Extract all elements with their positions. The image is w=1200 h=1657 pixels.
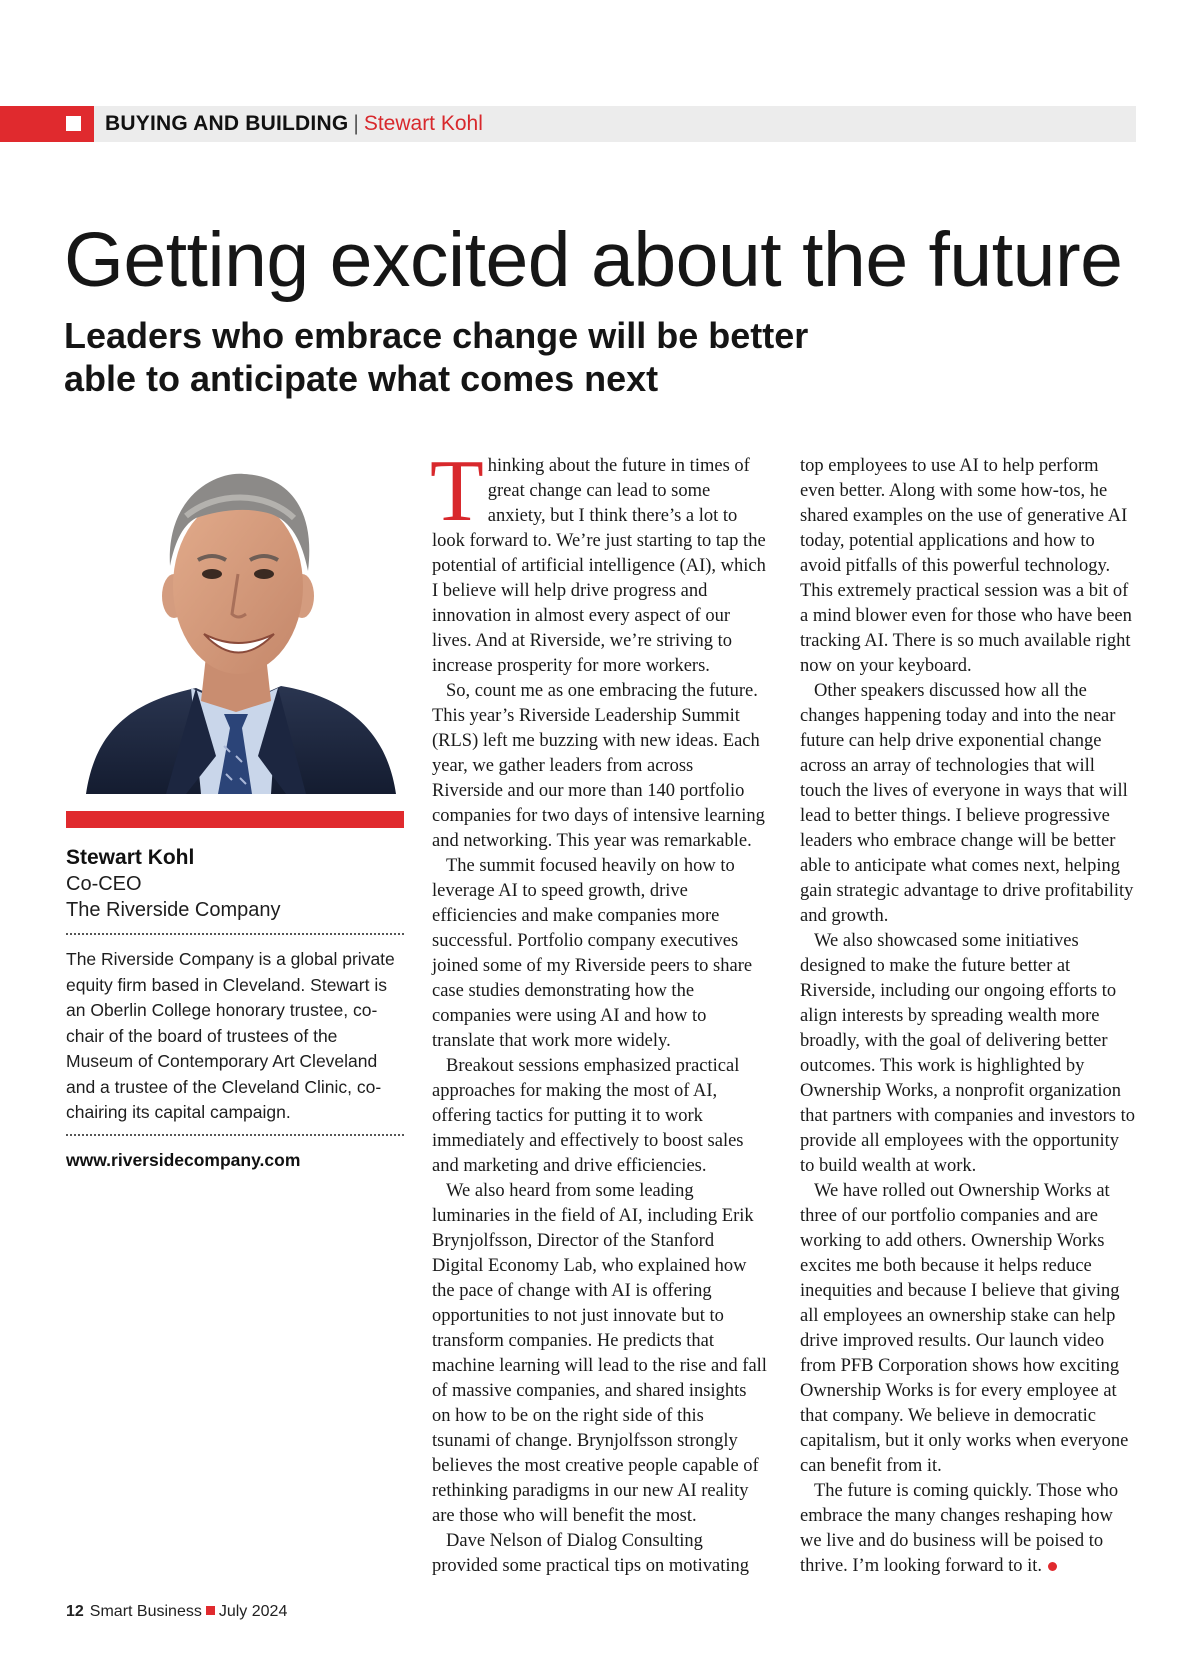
bio-title: Co-CEO [66, 873, 142, 895]
article-paragraph-final: The future is coming quickly. Those who embrace the many changes reshaping how we live and do business will be poised to thrive. I’m looking forward to it. [800, 1481, 1119, 1576]
article-column-2 [800, 454, 1138, 1579]
section-author: Stewart Kohl [363, 112, 483, 135]
section-label: BUYING AND BUILDING [105, 112, 349, 135]
bio-url-link[interactable]: www.riversidecompany.com [66, 1149, 301, 1170]
article-paragraph: So, count me as one embracing the future. This year’s Riverside Leadership Summit (RLS) left me buzzing with new ideas. Each year, we gather leaders from across Riverside and our more than 140 portfolio companies for two days of intensive learning and networking. This year was remarkable. [432, 681, 765, 851]
portrait-accent-bar [66, 811, 404, 828]
article-paragraph: The summit focused heavily on how to leverage AI to speed growth, drive efficiencies and make companies more successful. Portfolio company executives joined some of my Riverside peers to share case studies demonstrating how the companies were using AI and how to translate that work more widely. [432, 856, 753, 1051]
end-mark-icon [1048, 1562, 1057, 1571]
page-number: 12 [66, 1603, 84, 1620]
section-heading [105, 111, 483, 137]
article-paragraph: Dave Nelson of Dialog Consulting provided some practical tips on motivating [432, 1531, 750, 1576]
bio-divider [66, 1134, 404, 1136]
article-column-1 [430, 443, 767, 1579]
section-separator: | [353, 112, 359, 135]
article-paragraph: We have rolled out Ownership Works at three of our portfolio companies and are working to add others. Ownership Works excites me both because it helps reduce inequities and because I believe that giving all employees an ownership stake can help drive improved results. Our launch video from PFB Corporation shows how exciting Ownership Works is for every employee at that company. We believe in democratic capitalism, but it only works when everyone can benefit from it. [800, 1181, 1129, 1476]
page-footer [66, 1601, 287, 1623]
author-portrait [66, 456, 406, 794]
author-bio [66, 845, 406, 1171]
bio-name: Stewart Kohl [66, 846, 195, 869]
publication-name: Smart Business [89, 1603, 202, 1620]
article-paragraph-continued: top employees to use AI to help perform even better. Along with some how-tos, he shared examples on the use of generative AI today, potential applications and how to avoid pitfalls of this powerful technology. This extremely practical session was a bit of a mind blower even for those who have been tracking AI. There is so much available right now on your keyboard. [800, 456, 1132, 676]
drop-cap: T [430, 443, 484, 540]
bio-company: The Riverside Company [66, 899, 281, 921]
subhead: Leaders who embrace change will be better able to anticipate what comes next [64, 315, 809, 399]
bio-description: The Riverside Company is a global private equity firm based in Cleveland. Stewart is an Oberlin College honorary trustee, co-chair of the board of trustees of the Museum of Contemporary Art Cleveland and a trustee of the Cleveland Clinic, co-chairing its capital campaign. [66, 949, 395, 1122]
bio-divider [66, 933, 404, 935]
article-paragraph: Breakout sessions emphasized practical approaches for making the most of AI, offering tactics for putting it to work immediately and effectively to boost sales and marketing and drive efficiencies. [432, 1056, 744, 1176]
headline: Getting excited about the future [64, 217, 1123, 303]
section-square-icon [66, 116, 81, 131]
article-paragraph: Other speakers discussed how all the changes happening today and into the near future can help drive exponential change across an array of technologies that will touch the lives of everyone in ways that will lead to better things. I believe progressive leaders who embrace change will be better able to anticipate what comes next, helping gain strategic advantage to drive profitability and growth. [800, 681, 1134, 926]
article-paragraph: Thinking about the future in times of great change can lead to some anxiety, but I think there’s a lot to look forward to. We’re just starting to tap the potential of artificial intelligence (AI), which I believe will help drive progress and innovation in almost every aspect of our lives. And at Riverside, we’re striving to increase prosperity for more workers. [430, 443, 766, 676]
article-paragraph: We also heard from some leading luminaries in the field of AI, including Erik Brynjolfsson, Director of the Stanford Digital Economy Lab, who explained how the pace of change with AI is offering opportunities to not just innovate but to transform companies. He predicts that machine learning will lead to the rise and fall of massive companies, and shared insights on how to be on the right side of this tsunami of change. Brynjolfsson strongly believes the most creative people capable of rethinking paradigms in our new AI reality are those who will benefit the most. [432, 1181, 767, 1526]
article-paragraph: We also showcased some initiatives designed to make the future better at Riverside, including our ongoing efforts to align interests by spreading wealth more broadly, with the goal of delivering better outcomes. This work is highlighted by Ownership Works, a nonprofit organization that partners with companies and investors to provide all employees with the opportunity to build wealth at work. [800, 931, 1135, 1176]
footer-square-icon [206, 1606, 215, 1615]
issue-date: July 2024 [218, 1603, 288, 1620]
